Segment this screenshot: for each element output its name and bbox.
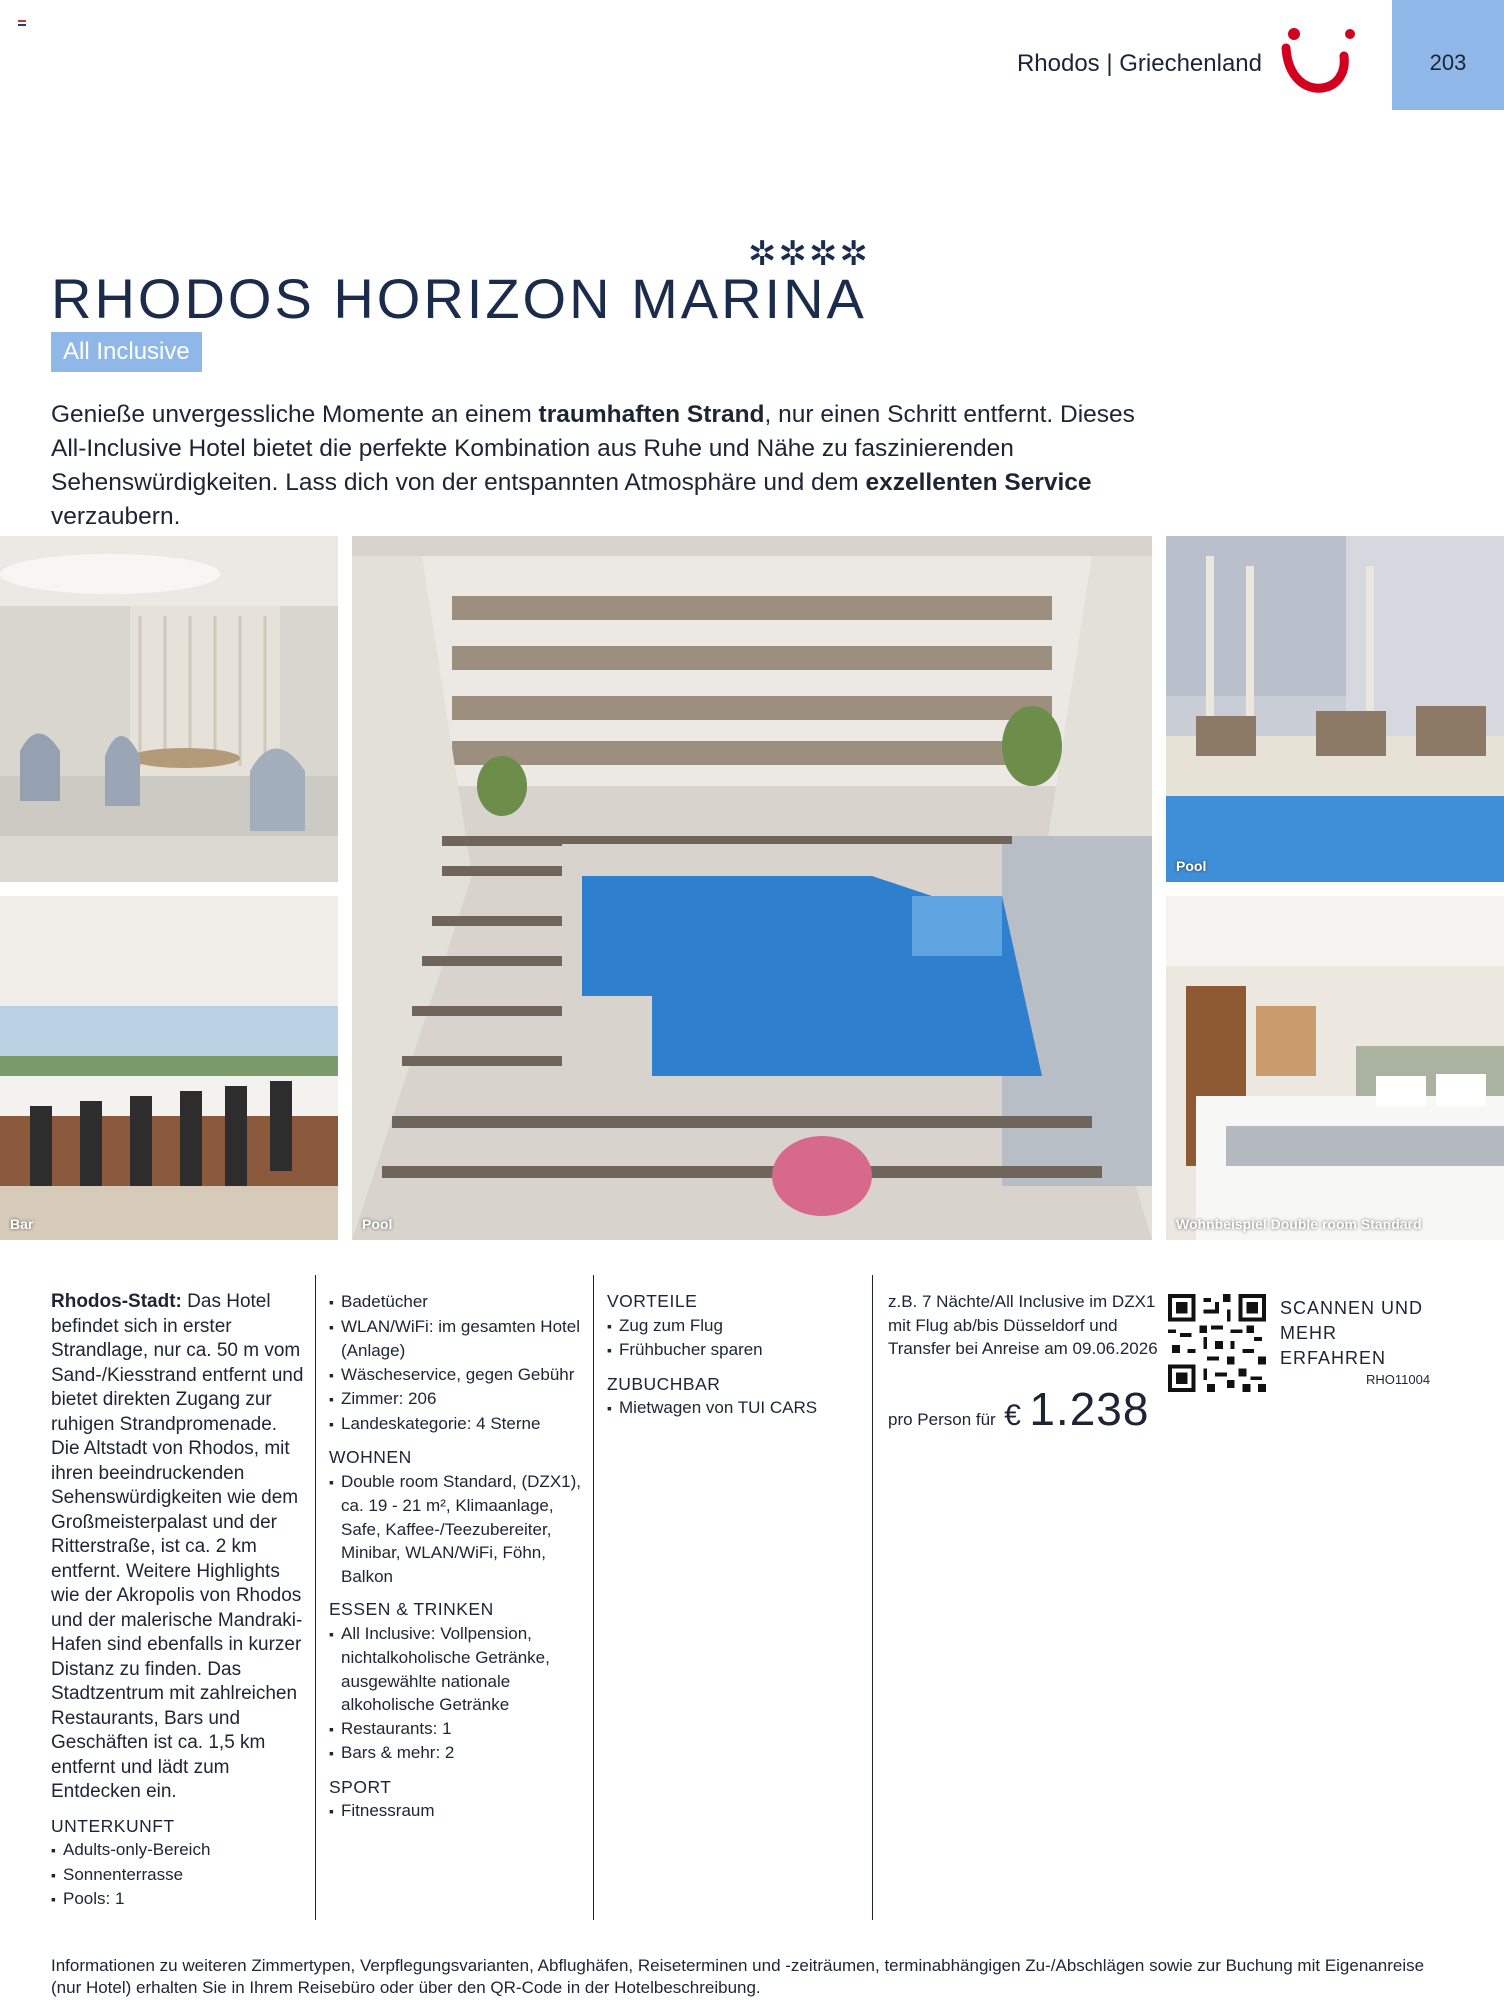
offer-code: RHO11004 (1366, 1372, 1431, 1387)
board-badge: All Inclusive (51, 332, 202, 372)
price-line (888, 1382, 1149, 1436)
list-item: ▪ Frühbucher sparen (607, 1338, 862, 1363)
price-amount: 1.238 (1029, 1383, 1150, 1435)
list-item: ▪ Wäscheservice, gegen Gebühr (329, 1363, 584, 1388)
essen-list (329, 1622, 584, 1766)
intro-highlight: traumhaften Strand (538, 401, 765, 428)
list-item: ▪ Adults-only-Bereich (51, 1838, 306, 1863)
extras-column (607, 1290, 862, 1421)
list-item: ▪ Sonnenterrasse (51, 1863, 306, 1888)
price-details: z.B. 7 Nächte/All Inclusive im DZX1 mit Flug ab/bis Düsseldorf und Transfer bei Anreise am 09.06.2026 (888, 1292, 1158, 1358)
wohnen-heading: WOHNEN (329, 1447, 412, 1467)
amenities-list (329, 1290, 584, 1436)
vorteile-heading: VORTEILE (607, 1291, 698, 1311)
vorteile-list (607, 1314, 862, 1363)
photo-caption: Pool (362, 1216, 393, 1232)
zubuchbar-heading: ZUBUCHBAR (607, 1373, 721, 1394)
pool-side-photo (1166, 536, 1504, 882)
destination-header: Rhodos | Griechenland (1016, 50, 1262, 77)
list-item: ▪ Zug zum Flug (607, 1314, 862, 1339)
list-item: ▪ Zimmer: 206 (329, 1387, 584, 1412)
photo-caption: Pool (1176, 858, 1207, 874)
bar-photo (0, 896, 338, 1240)
intro-text (51, 398, 1171, 534)
intro-highlight: exzellenten Service (865, 469, 1092, 496)
location-description (51, 1290, 306, 1805)
list-item: ▪ Fitnessraum (329, 1799, 584, 1824)
unterkunft-heading: UNTERKUNFT (51, 1815, 175, 1836)
tui-smile-logo (1280, 26, 1360, 94)
list-item: ▪ All Inclusive: Vollpension, nichtalkoholische Getränke, ausgewählte nationale alkoholische Getränke (329, 1622, 584, 1717)
hotel-title: RHODOS HORIZON MARINA (51, 266, 867, 330)
location-text: Das Hotel befindet sich in erster Strandlage, nur ca. 50 m vom Sand-/Kiesstrand entfernt und bietet direkten Zugang zur ruhigen Strandpromenade. Die Altstadt von Rhodos, mit ihren beeindruckenden Sehenswürdigkeiten wie dem Großmeisterpalast und der Ritterstraße, ist ca. 2 km entfernt. Weitere Highlights wie der Akropolis von Rhodos und der malerische Mandraki-Hafen sind ebenfalls in kurzer Distanz zu finden. Das Stadtzentrum mit zahlreichen Restaurants, Bars und Geschäften ist ca. 1,5 km entfernt und lädt zum Entdecken ein. (51, 1291, 304, 1802)
list-item: ▪ Pools: 1 (51, 1887, 306, 1912)
list-item: ▪ Landeskategorie: 4 Sterne (329, 1412, 584, 1437)
column-divider (872, 1275, 873, 1920)
list-item: ▪ WLAN/WiFi: im gesamten Hotel (Anlage) (329, 1315, 584, 1363)
photo-caption: Wohnbeispiel Double room Standard (1176, 1216, 1422, 1232)
zubuchbar-list (607, 1396, 862, 1421)
page-number: 203 (1429, 50, 1467, 75)
price-label: pro Person für (888, 1410, 996, 1429)
column-divider (315, 1275, 316, 1920)
column-divider (593, 1275, 594, 1920)
page-number-tab (1392, 0, 1504, 110)
price-currency: € (1004, 1399, 1021, 1432)
unterkunft-list (51, 1838, 306, 1912)
intro-segment: , nur einen Schritt entfernt. Dieses All-Inclusive Hotel bietet die perfekte Kombination aus Ruhe und Nähe zu faszinierenden Sehenswürdigkeiten. Lass dich von der entspannten Atmosphäre und dem (51, 401, 1135, 496)
intro-segment: Genieße unvergessliche Momente an einem (51, 401, 539, 428)
list-item: ▪ Restaurants: 1 (329, 1717, 584, 1742)
location-lead: Rhodos-Stadt: (51, 1291, 182, 1312)
list-item: ▪ Mietwagen von TUI CARS (607, 1396, 862, 1421)
photo-caption: Bar (10, 1216, 34, 1232)
facilities-column (329, 1290, 584, 1824)
sport-heading: SPORT (329, 1776, 392, 1797)
qr-code-icon[interactable] (1168, 1294, 1266, 1392)
list-item: ▪ Badetücher (329, 1290, 584, 1315)
sport-list (329, 1799, 584, 1824)
pool-aerial-photo (352, 536, 1152, 1240)
flag-icon (18, 20, 26, 26)
essen-heading: ESSEN & TRINKEN (329, 1599, 494, 1619)
restaurant-photo (0, 536, 338, 882)
list-item: ▪ Bars & mehr: 2 (329, 1741, 584, 1766)
footer-note: Informationen zu weiteren Zimmertypen, Verpflegungsvarianten, Abflughäfen, Reiseterminen und -zeiträumen, terminabhängigen Zu-/Abschlägen sowie zur Buchung mit Eigenanreise (nur Hotel) erhalten Sie in Ihrem Reisebüro oder über den QR-Code in der Hotelbeschreibung. (51, 1956, 1425, 1997)
star-rating: ✲✲✲✲ (748, 235, 870, 273)
wohnen-list (329, 1470, 584, 1589)
list-item: ▪ Double room Standard, (DZX1), ca. 19 - 21 m², Klimaanlage, Safe, Kaffee-/Teezubereiter, Minibar, WLAN/WiFi, Föhn, Balkon (329, 1470, 584, 1589)
intro-segment: verzaubern. (51, 503, 181, 530)
qr-scan-text: SCANNEN UND MEHR ERFAHREN (1280, 1298, 1424, 1368)
location-column (51, 1290, 306, 1912)
room-photo (1166, 896, 1504, 1240)
